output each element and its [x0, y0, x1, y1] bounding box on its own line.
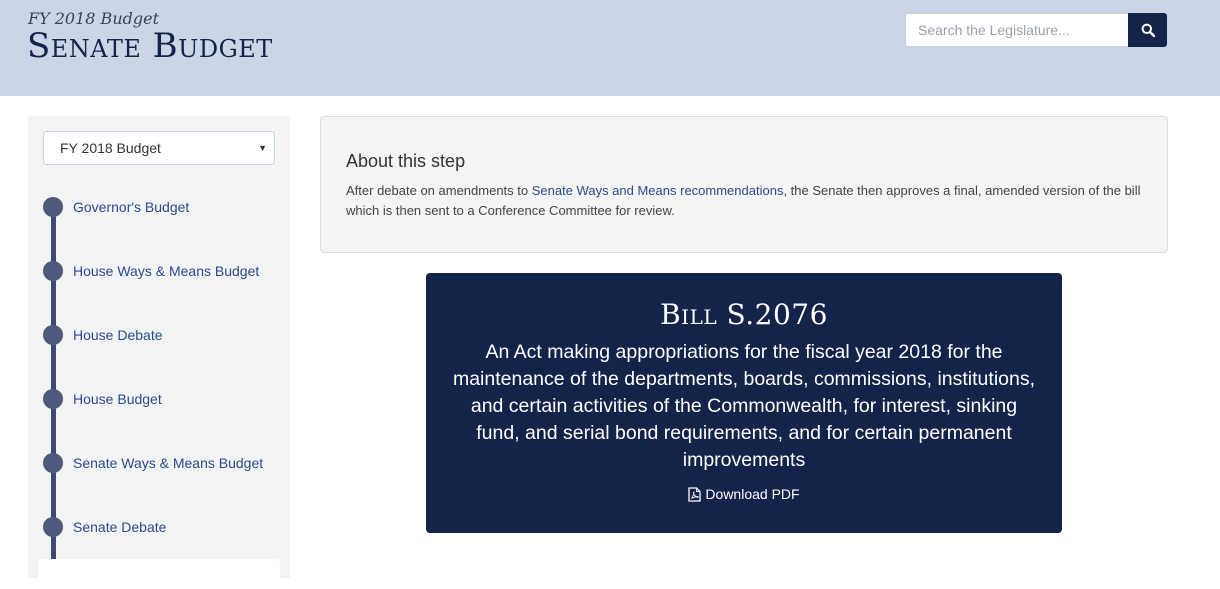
- bill-title: Bill S.2076: [660, 298, 828, 331]
- about-text-before: After debate on amendments to: [346, 183, 532, 198]
- download-pdf-link[interactable]: [688, 486, 799, 502]
- pdf-icon: [688, 487, 701, 502]
- about-text: [346, 181, 1146, 221]
- sidebar: [28, 116, 290, 578]
- site-header: [0, 0, 1220, 96]
- search-button[interactable]: [1128, 13, 1167, 47]
- timeline-dot: [43, 517, 63, 537]
- timeline-dot: [43, 197, 63, 217]
- timeline-dot: [43, 389, 63, 409]
- timeline-dot: [43, 453, 63, 473]
- timeline-label[interactable]: House Ways & Means Budget: [73, 263, 260, 279]
- about-text-after: , the Senate then approves a final, amended version of the bill which is then sent to a Conference Committee for review.: [346, 183, 1141, 218]
- timeline-dot: [43, 325, 63, 345]
- timeline-active-step[interactable]: [38, 559, 280, 589]
- timeline-label[interactable]: House Budget: [73, 391, 162, 407]
- about-title: About this step: [346, 151, 466, 171]
- timeline-label[interactable]: Governor's Budget: [73, 199, 190, 215]
- bill-description: An Act making appropriations for the fiscal year 2018 for the maintenance of the departments, boards, commissions, institutions, and certain activities of the Commonwealth, for interest, sinking fund, and serial bond requirements, and for certain permanent improvements: [452, 341, 1036, 471]
- budget-select[interactable]: [43, 131, 275, 165]
- timeline-item-house-budget[interactable]: [43, 388, 162, 410]
- timeline-item-governors-budget[interactable]: [43, 196, 189, 218]
- timeline-item-senate-debate[interactable]: [43, 516, 166, 538]
- about-step-panel: [320, 116, 1168, 253]
- timeline-item-house-debate[interactable]: [43, 324, 163, 346]
- timeline-label[interactable]: Senate Ways & Means Budget: [73, 455, 264, 471]
- timeline-dot: [43, 261, 63, 281]
- header-subtitle: FY 2018 Budget: [28, 9, 159, 28]
- timeline-label[interactable]: House Debate: [73, 327, 163, 343]
- search-input[interactable]: [905, 13, 1129, 47]
- senate-ways-means-link[interactable]: Senate Ways and Means recommendations: [531, 183, 784, 198]
- page-title: Senate Budget: [27, 26, 273, 66]
- timeline-item-house-ways-means[interactable]: [43, 260, 259, 282]
- download-pdf-label[interactable]: Download PDF: [705, 486, 800, 502]
- budget-select-value: FY 2018 Budget: [60, 140, 161, 156]
- bill-card: [426, 273, 1062, 533]
- timeline-item-senate-ways-means[interactable]: [43, 452, 263, 474]
- search-icon: [1141, 23, 1155, 37]
- timeline-label[interactable]: Senate Debate: [73, 519, 167, 535]
- caret-down-icon: ▼: [258, 143, 267, 153]
